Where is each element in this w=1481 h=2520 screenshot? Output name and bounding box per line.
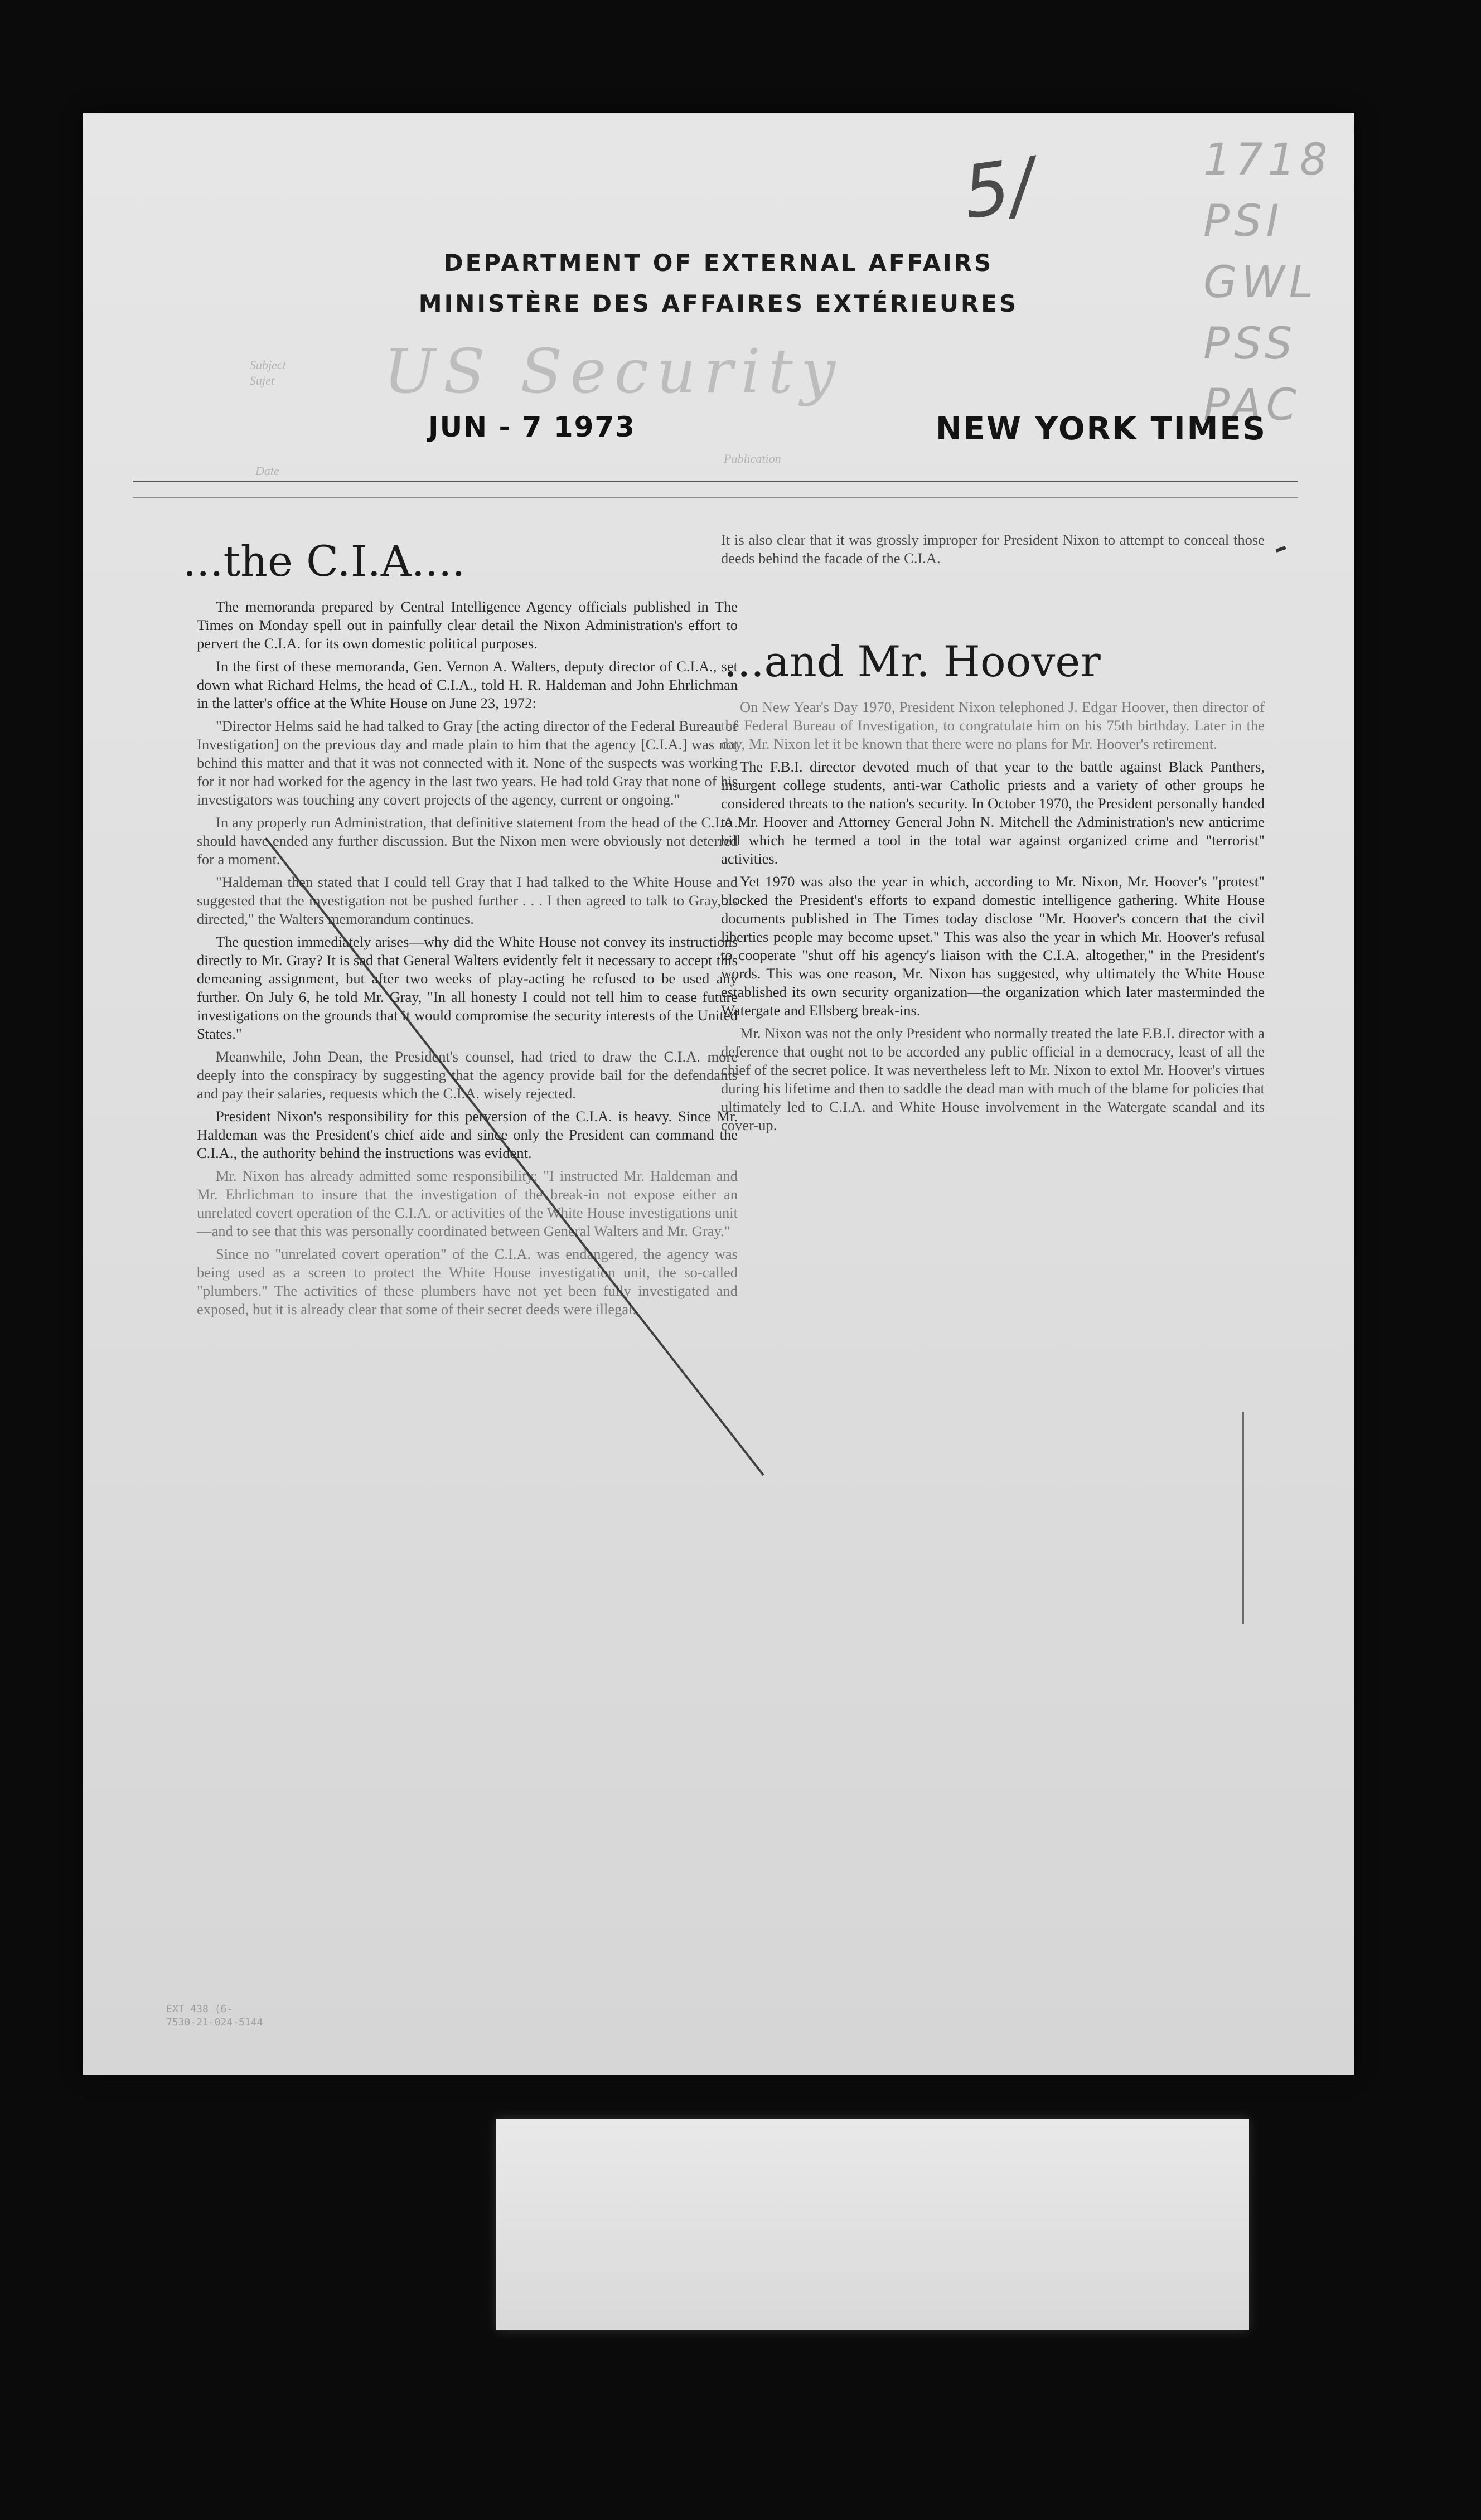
article-paragraph: The memoranda prepared by Central Intelligence Agency officials published in The Times on Monday spell out in painfully clear detail the Nixon Administration's effort to pervert the C.I.A. for its own domestic political purposes. (197, 598, 738, 652)
article-paragraph: "Director Helms said he had talked to Gray [the acting director of the Federal Bureau of Investigation] on the previous day and made plain to him that the agency [C.I.A.] was not behind this matter and that it was not connected with it. None of the suspects was working for it nor had worked for the agency in the last two years. He had told Gray that none of his investigators was touching any covert projects of the agency, current or ongoing." (197, 718, 738, 808)
article-column-hoover (721, 698, 1265, 1139)
form-code-line: 7530-21-024-5144 (166, 2017, 263, 2028)
article-column-left (197, 598, 738, 1323)
distribution-mark: PSS (1203, 319, 1297, 369)
handwritten-fraction: 5/ (958, 141, 1040, 236)
article-paragraph: President Nixon's responsibility for this perversion of the C.I.A. is heavy. Since Mr. Haldeman was the President's chief aide and since only the President can command the C.I.A., the authority behind the instructions was evident. (197, 1108, 738, 1161)
article-paragraph: It is also clear that it was grossly improper for President Nixon to attempt to conceal those deeds behind the facade of the C.I.A. (721, 531, 1265, 566)
header-divider-secondary (133, 497, 1298, 498)
article-paragraph: Mr. Nixon was not the only President who normally treated the late F.B.I. director with a deference that ought not to be accorded any public official in a democracy, least of all the chief of the secret police. It was nevertheless left to Mr. Nixon to extol Mr. Hoover's virtues during his lifetime and then to saddle the dead man with much of the blame for policies that ultimately led to C.I.A. and White House involvement in the Watergate scandal and its cover-up. (721, 1025, 1265, 1133)
article-paragraph: On New Year's Day 1970, President Nixon telephoned J. Edgar Hoover, then director of the Federal Bureau of Investigation, to congratulate him on his 75th birthday. Later in the day, Mr. Nixon let it be known that there were no plans for Mr. Hoover's retirement. (721, 699, 1265, 752)
distribution-mark: PAC (1203, 380, 1301, 430)
distribution-mark: GWL (1203, 258, 1318, 308)
article-column-right (721, 531, 1265, 572)
article-paragraph: The question immediately arises—why did the White House not convey its instructions directly to Mr. Gray? It is sad that General Walters evidently felt it necessary to accept this demeaning assignment, but after two weeks of play-acting he refused to be used any further. On July 6, he told Mr. Gray, "In all honesty I could not tell him to cease future investigations on the grounds that it would compromise the security interests of the United States." (197, 933, 738, 1042)
date-stamp: JUN - 7 1973 (428, 411, 636, 443)
article-paragraph: Since no "unrelated covert operation" of the C.I.A. was endangered, the agency was being used as a screen to protect the White House investigation unit, the so-called "plumbers." The activities of these plumbers have not yet been fully investigated and exposed, but it is already clear that some of their secret deeds were illegal. (197, 1246, 738, 1317)
attached-tab-card (496, 2119, 1249, 2330)
form-code-line: EXT 438 (6- (166, 2003, 233, 2015)
clipping-sheet (83, 113, 1354, 2075)
publication-name: NEW YORK TIMES (936, 411, 1267, 447)
department-name-english: DEPARTMENT OF EXTERNAL AFFAIRS (443, 249, 994, 277)
article-paragraph: Meanwhile, John Dean, the President's counsel, had tried to draw the C.I.A. more deeply into the conspiracy by suggesting that the agency provide bail for the defendants and pay their salaries, requests which the C.I.A. wisely rejected. (197, 1048, 738, 1102)
article-paragraph: In the first of these memoranda, Gen. Vernon A. Walters, deputy director of C.I.A., set down what Richard Helms, the head of C.I.A., told H. R. Haldeman and John Ehrlichman in the latter's office at the White House on June 23, 1972: (197, 658, 738, 711)
handwritten-subject: US Security (384, 336, 844, 407)
article-paragraph: The F.B.I. director devoted much of that year to the battle against Black Panthers, insurgent college students, anti-war Catholic priests and a variety of other groups he considered threats to the nation's security. In October 1970, the President personally handed to Mr. Hoover and Attorney General John N. Mitchell the Administration's new anticrime bill which he termed a tool in the total war against organized crime and "terrorist" activities. (721, 758, 1265, 867)
pen-dot-mark (1276, 546, 1286, 553)
subject-label-french: Sujet (250, 374, 274, 387)
department-name-french: MINISTÈRE DES AFFAIRES EXTÉRIEURES (418, 290, 1019, 317)
article-paragraph: "Haldeman then stated that I could tell Gray that I had talked to the White House and suggested that the investigation not be pushed further . . . I then agreed to talk to Gray, as directed," the Walters memorandum continues. (197, 874, 738, 927)
publication-label: Publication (724, 452, 781, 466)
date-label: Date (255, 464, 279, 478)
distribution-list (1203, 129, 1348, 436)
subject-label: Subject (250, 358, 286, 372)
article-heading-cia: ...the C.I.A.... (183, 536, 466, 586)
article-paragraph: Yet 1970 was also the year in which, according to Mr. Nixon, Mr. Hoover's "protest" blocked the President's efforts to expand domestic intelligence gathering. White House documents published in The Times today disclose "Mr. Hoover's concern that the civil liberties people may become upset." This was also the year in which Mr. Hoover's refusal to cooperate "shut off his agency's liaison with the C.I.A. altogether," in the President's words. This was one reason, Mr. Nixon has suggested, why ultimately the White House established its own security organization—the organization which later masterminded the Watergate and Ellsberg break-ins. (721, 873, 1265, 1019)
margin-bracket-mark (1242, 1412, 1244, 1624)
article-paragraph: In any properly run Administration, that definitive statement from the head of the C.I.A. should have ended any further discussion. But the Nixon men were obviously not deterred for a moment. (197, 814, 738, 868)
header-divider (133, 481, 1298, 482)
article-paragraph: Mr. Nixon has already admitted some responsibility: "I instructed Mr. Haldeman and Mr. Ehrlichman to insure that the investigation of the break-in not expose either an unrelated covert operation of the C.I.A. or activities of the White House investigations unit—and to see that this was personally coordinated between General Walters and Mr. Gray." (197, 1167, 738, 1239)
form-code (166, 2003, 263, 2029)
distribution-mark: PSI (1203, 196, 1284, 246)
article-heading-hoover: ...and Mr. Hoover (724, 637, 1101, 686)
distribution-mark: 1718 (1203, 135, 1332, 185)
